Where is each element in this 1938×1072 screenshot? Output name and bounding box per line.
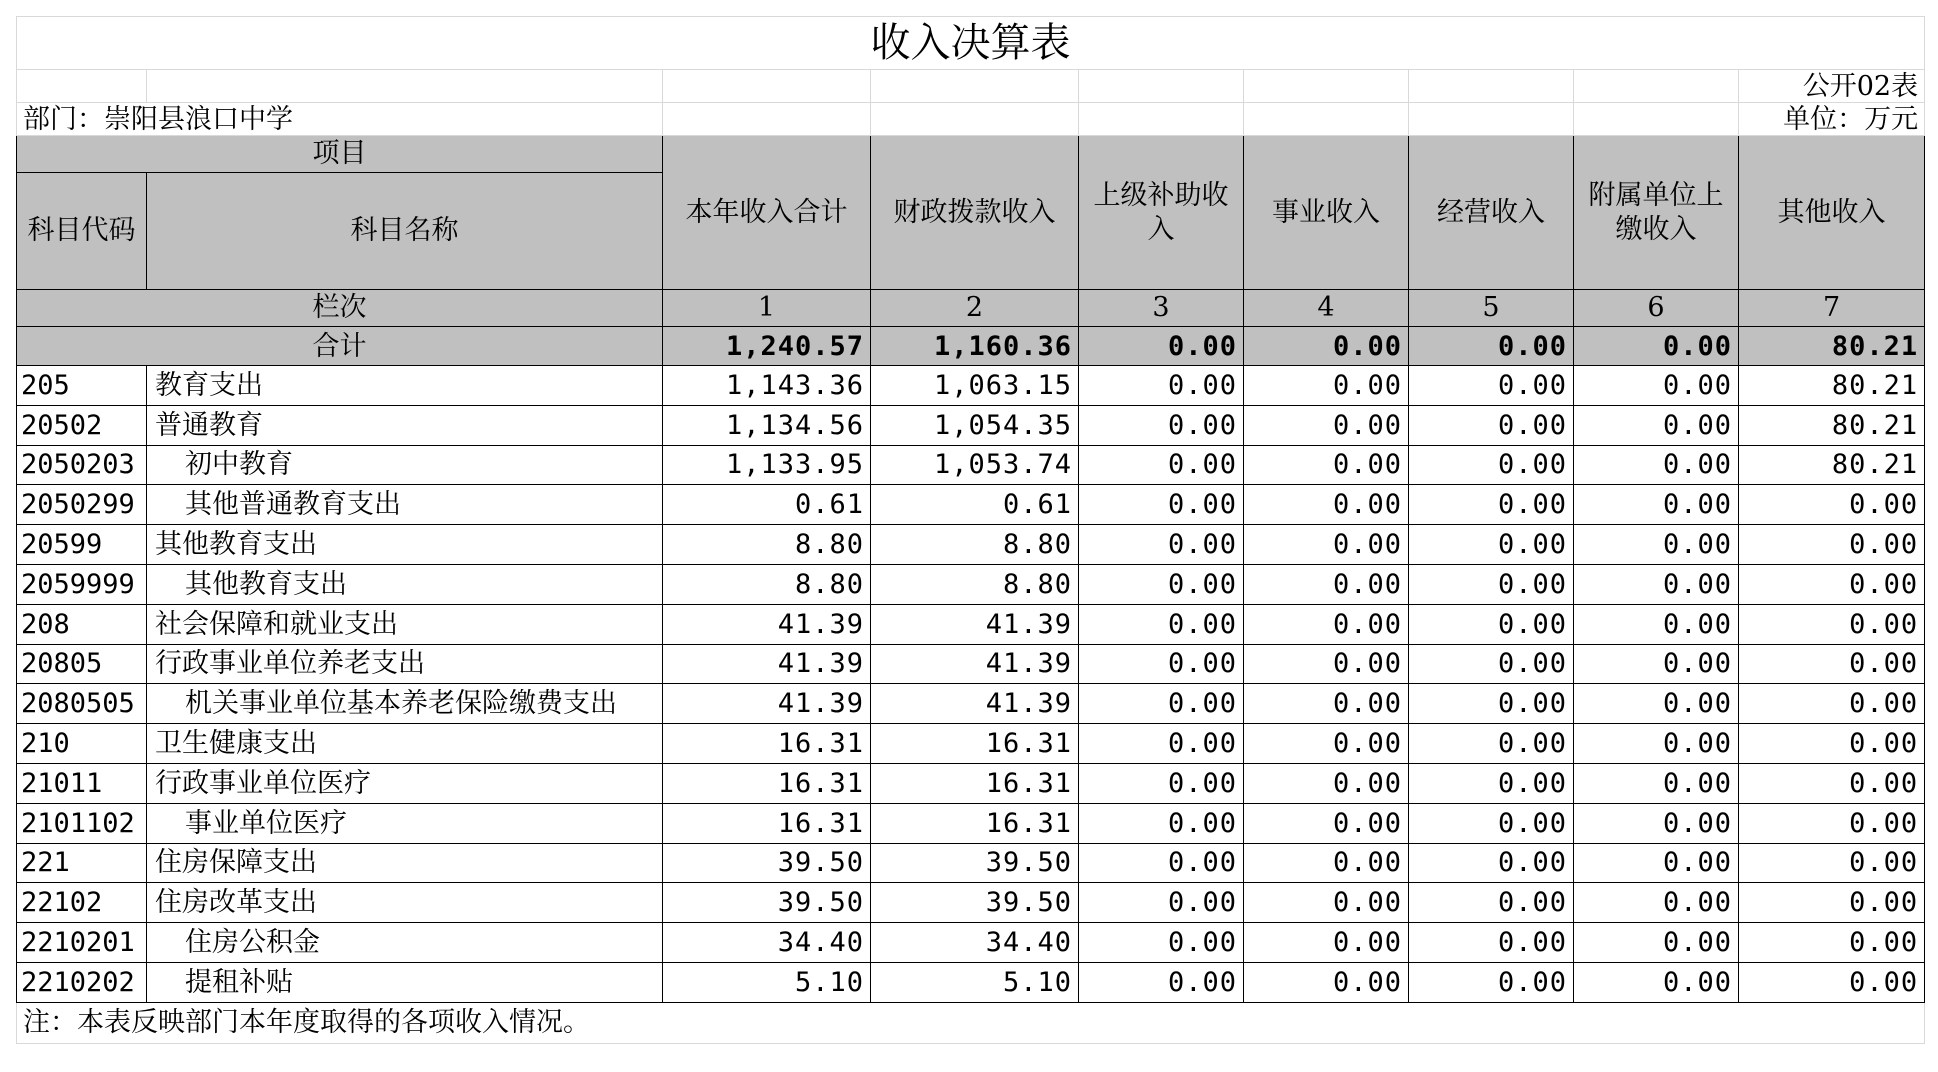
subject-code: 2210202 bbox=[17, 962, 147, 1002]
amount-cell: 0.00 bbox=[1739, 604, 1925, 644]
amount-cell: 0.00 bbox=[1079, 366, 1244, 406]
subject-name: 其他普通教育支出 bbox=[147, 485, 663, 525]
amount-cell: 0.00 bbox=[1244, 366, 1409, 406]
amount-cell: 0.00 bbox=[1244, 445, 1409, 485]
amount-cell: 5.10 bbox=[663, 962, 871, 1002]
amount-cell: 0.00 bbox=[1574, 564, 1739, 604]
amount-cell: 0.61 bbox=[663, 485, 871, 525]
amount-cell: 16.31 bbox=[871, 763, 1079, 803]
amount-cell: 0.00 bbox=[1739, 485, 1925, 525]
total-row bbox=[17, 327, 1925, 366]
header-col-3: 上级补助收入 bbox=[1079, 136, 1244, 290]
subject-name: 行政事业单位医疗 bbox=[147, 763, 663, 803]
amount-cell: 0.00 bbox=[1739, 962, 1925, 1002]
amount-cell: 0.00 bbox=[1574, 763, 1739, 803]
amount-cell: 80.21 bbox=[1739, 405, 1925, 445]
subject-code: 2059999 bbox=[17, 564, 147, 604]
header-index-2: 2 bbox=[871, 290, 1079, 327]
amount-cell: 0.00 bbox=[1079, 564, 1244, 604]
amount-cell: 41.39 bbox=[871, 604, 1079, 644]
amount-cell: 39.50 bbox=[871, 883, 1079, 923]
amount-cell: 34.40 bbox=[871, 923, 1079, 963]
total-value: 1,240.57 bbox=[663, 327, 871, 366]
table-row bbox=[17, 883, 1925, 923]
subject-name: 教育支出 bbox=[147, 366, 663, 406]
amount-cell: 0.00 bbox=[1079, 883, 1244, 923]
header-col-2: 财政拨款收入 bbox=[871, 136, 1079, 290]
subject-code: 2050203 bbox=[17, 445, 147, 485]
amount-cell: 0.00 bbox=[1079, 445, 1244, 485]
amount-cell: 0.00 bbox=[1409, 684, 1574, 724]
subject-code: 22102 bbox=[17, 883, 147, 923]
amount-cell: 0.00 bbox=[1244, 485, 1409, 525]
amount-cell: 0.00 bbox=[1079, 644, 1244, 684]
header-col-7: 其他收入 bbox=[1739, 136, 1925, 290]
unit-label: 单位：万元 bbox=[1739, 103, 1925, 136]
amount-cell: 0.00 bbox=[1739, 684, 1925, 724]
amount-cell: 5.10 bbox=[871, 962, 1079, 1002]
amount-cell: 1,063.15 bbox=[871, 366, 1079, 406]
amount-cell: 0.00 bbox=[1079, 843, 1244, 883]
amount-cell: 0.00 bbox=[1574, 724, 1739, 764]
subject-code: 205 bbox=[17, 366, 147, 406]
amount-cell: 0.00 bbox=[1244, 604, 1409, 644]
table-row bbox=[17, 644, 1925, 684]
total-value: 0.00 bbox=[1574, 327, 1739, 366]
amount-cell: 39.50 bbox=[663, 883, 871, 923]
amount-cell: 16.31 bbox=[663, 763, 871, 803]
form-number: 公开02表 bbox=[1739, 70, 1925, 103]
total-value: 0.00 bbox=[1409, 327, 1574, 366]
subject-name: 初中教育 bbox=[147, 445, 663, 485]
header-index-5: 5 bbox=[1409, 290, 1574, 327]
table-row bbox=[17, 962, 1925, 1002]
table-note: 注：本表反映部门本年度取得的各项收入情况。 bbox=[17, 1002, 1925, 1043]
amount-cell: 0.00 bbox=[1079, 763, 1244, 803]
subject-code: 20805 bbox=[17, 644, 147, 684]
income-table bbox=[16, 16, 1925, 1044]
subject-code: 20502 bbox=[17, 405, 147, 445]
subject-code: 208 bbox=[17, 604, 147, 644]
amount-cell: 0.00 bbox=[1739, 525, 1925, 565]
amount-cell: 0.00 bbox=[1739, 644, 1925, 684]
amount-cell: 0.00 bbox=[1574, 684, 1739, 724]
total-label: 合计 bbox=[17, 327, 663, 366]
subject-name: 其他教育支出 bbox=[147, 564, 663, 604]
table-title: 收入决算表 bbox=[17, 17, 1925, 70]
header-col-6: 附属单位上缴收入 bbox=[1574, 136, 1739, 290]
table-row bbox=[17, 604, 1925, 644]
header-name: 科目名称 bbox=[147, 173, 663, 290]
subject-code: 20599 bbox=[17, 525, 147, 565]
amount-cell: 0.00 bbox=[1574, 923, 1739, 963]
amount-cell: 1,133.95 bbox=[663, 445, 871, 485]
amount-cell: 0.00 bbox=[1409, 962, 1574, 1002]
amount-cell: 0.00 bbox=[1409, 644, 1574, 684]
amount-cell: 16.31 bbox=[871, 803, 1079, 843]
subject-name: 事业单位医疗 bbox=[147, 803, 663, 843]
amount-cell: 0.00 bbox=[1739, 923, 1925, 963]
header-code: 科目代码 bbox=[17, 173, 147, 290]
amount-cell: 0.00 bbox=[1409, 564, 1574, 604]
subject-code: 210 bbox=[17, 724, 147, 764]
amount-cell: 0.00 bbox=[1244, 644, 1409, 684]
amount-cell: 0.00 bbox=[1574, 485, 1739, 525]
subject-name: 普通教育 bbox=[147, 405, 663, 445]
table-row bbox=[17, 564, 1925, 604]
amount-cell: 0.00 bbox=[1574, 883, 1739, 923]
table-row bbox=[17, 366, 1925, 406]
amount-cell: 0.00 bbox=[1409, 445, 1574, 485]
amount-cell: 0.00 bbox=[1244, 883, 1409, 923]
subject-code: 2050299 bbox=[17, 485, 147, 525]
amount-cell: 1,134.56 bbox=[663, 405, 871, 445]
table-row bbox=[17, 803, 1925, 843]
amount-cell: 0.00 bbox=[1409, 405, 1574, 445]
amount-cell: 1,143.36 bbox=[663, 366, 871, 406]
amount-cell: 0.00 bbox=[1409, 724, 1574, 764]
amount-cell: 0.00 bbox=[1739, 763, 1925, 803]
subject-name: 机关事业单位基本养老保险缴费支出 bbox=[147, 684, 663, 724]
subject-name: 社会保障和就业支出 bbox=[147, 604, 663, 644]
amount-cell: 0.00 bbox=[1244, 525, 1409, 565]
department-label: 部门：崇阳县浪口中学 bbox=[17, 103, 663, 136]
amount-cell: 0.00 bbox=[1574, 962, 1739, 1002]
subject-name: 住房保障支出 bbox=[147, 843, 663, 883]
amount-cell: 0.00 bbox=[1244, 405, 1409, 445]
header-col-5: 经营收入 bbox=[1409, 136, 1574, 290]
header-row-index-label: 栏次 bbox=[17, 290, 663, 327]
amount-cell: 0.00 bbox=[1574, 445, 1739, 485]
subject-name: 其他教育支出 bbox=[147, 525, 663, 565]
amount-cell: 0.00 bbox=[1739, 883, 1925, 923]
amount-cell: 16.31 bbox=[871, 724, 1079, 764]
amount-cell: 0.00 bbox=[1739, 724, 1925, 764]
amount-cell: 0.00 bbox=[1244, 962, 1409, 1002]
amount-cell: 0.00 bbox=[1079, 485, 1244, 525]
amount-cell: 39.50 bbox=[871, 843, 1079, 883]
header-index-3: 3 bbox=[1079, 290, 1244, 327]
total-value: 0.00 bbox=[1244, 327, 1409, 366]
amount-cell: 0.00 bbox=[1574, 604, 1739, 644]
amount-cell: 1,054.35 bbox=[871, 405, 1079, 445]
header-index-6: 6 bbox=[1574, 290, 1739, 327]
amount-cell: 0.00 bbox=[1574, 405, 1739, 445]
subject-name: 卫生健康支出 bbox=[147, 724, 663, 764]
subject-code: 221 bbox=[17, 843, 147, 883]
table-row bbox=[17, 405, 1925, 445]
table-row bbox=[17, 763, 1925, 803]
total-value: 1,160.36 bbox=[871, 327, 1079, 366]
amount-cell: 41.39 bbox=[663, 684, 871, 724]
income-final-accounts-sheet bbox=[16, 16, 1924, 1044]
amount-cell: 41.39 bbox=[663, 644, 871, 684]
amount-cell: 8.80 bbox=[871, 564, 1079, 604]
amount-cell: 0.00 bbox=[1244, 763, 1409, 803]
table-row bbox=[17, 724, 1925, 764]
table-row bbox=[17, 923, 1925, 963]
amount-cell: 0.00 bbox=[1574, 843, 1739, 883]
amount-cell: 0.00 bbox=[1409, 604, 1574, 644]
amount-cell: 0.00 bbox=[1244, 684, 1409, 724]
amount-cell: 0.00 bbox=[1739, 843, 1925, 883]
amount-cell: 39.50 bbox=[663, 843, 871, 883]
table-row bbox=[17, 843, 1925, 883]
total-value: 80.21 bbox=[1739, 327, 1925, 366]
table-row bbox=[17, 684, 1925, 724]
amount-cell: 8.80 bbox=[663, 564, 871, 604]
amount-cell: 0.00 bbox=[1079, 962, 1244, 1002]
amount-cell: 0.00 bbox=[1244, 724, 1409, 764]
amount-cell: 0.00 bbox=[1409, 843, 1574, 883]
amount-cell: 34.40 bbox=[663, 923, 871, 963]
amount-cell: 0.00 bbox=[1244, 803, 1409, 843]
table-row bbox=[17, 445, 1925, 485]
table-row bbox=[17, 525, 1925, 565]
amount-cell: 0.00 bbox=[1079, 604, 1244, 644]
amount-cell: 0.00 bbox=[1574, 644, 1739, 684]
subject-code: 2101102 bbox=[17, 803, 147, 843]
subject-name: 住房公积金 bbox=[147, 923, 663, 963]
amount-cell: 41.39 bbox=[663, 604, 871, 644]
total-value: 0.00 bbox=[1079, 327, 1244, 366]
amount-cell: 16.31 bbox=[663, 724, 871, 764]
amount-cell: 0.00 bbox=[1244, 923, 1409, 963]
amount-cell: 0.00 bbox=[1574, 803, 1739, 843]
subject-name: 行政事业单位养老支出 bbox=[147, 644, 663, 684]
amount-cell: 0.00 bbox=[1409, 803, 1574, 843]
amount-cell: 0.00 bbox=[1409, 366, 1574, 406]
amount-cell: 41.39 bbox=[871, 644, 1079, 684]
amount-cell: 0.61 bbox=[871, 485, 1079, 525]
amount-cell: 80.21 bbox=[1739, 366, 1925, 406]
subject-name: 住房改革支出 bbox=[147, 883, 663, 923]
header-item: 项目 bbox=[17, 136, 663, 173]
subject-code: 2210201 bbox=[17, 923, 147, 963]
header-index-4: 4 bbox=[1244, 290, 1409, 327]
amount-cell: 0.00 bbox=[1739, 803, 1925, 843]
amount-cell: 0.00 bbox=[1079, 724, 1244, 764]
amount-cell: 0.00 bbox=[1079, 684, 1244, 724]
amount-cell: 8.80 bbox=[871, 525, 1079, 565]
amount-cell: 0.00 bbox=[1079, 803, 1244, 843]
table-row bbox=[17, 485, 1925, 525]
amount-cell: 0.00 bbox=[1739, 564, 1925, 604]
header-index-1: 1 bbox=[663, 290, 871, 327]
amount-cell: 0.00 bbox=[1574, 366, 1739, 406]
amount-cell: 0.00 bbox=[1409, 525, 1574, 565]
amount-cell: 0.00 bbox=[1244, 564, 1409, 604]
amount-cell: 0.00 bbox=[1079, 525, 1244, 565]
amount-cell: 0.00 bbox=[1409, 485, 1574, 525]
amount-cell: 0.00 bbox=[1409, 763, 1574, 803]
header-col-4: 事业收入 bbox=[1244, 136, 1409, 290]
amount-cell: 80.21 bbox=[1739, 445, 1925, 485]
header-index-7: 7 bbox=[1739, 290, 1925, 327]
amount-cell: 0.00 bbox=[1409, 923, 1574, 963]
amount-cell: 0.00 bbox=[1574, 525, 1739, 565]
amount-cell: 0.00 bbox=[1244, 843, 1409, 883]
subject-code: 21011 bbox=[17, 763, 147, 803]
amount-cell: 0.00 bbox=[1409, 883, 1574, 923]
amount-cell: 16.31 bbox=[663, 803, 871, 843]
amount-cell: 0.00 bbox=[1079, 405, 1244, 445]
amount-cell: 8.80 bbox=[663, 525, 871, 565]
amount-cell: 0.00 bbox=[1079, 923, 1244, 963]
amount-cell: 1,053.74 bbox=[871, 445, 1079, 485]
amount-cell: 41.39 bbox=[871, 684, 1079, 724]
subject-code: 2080505 bbox=[17, 684, 147, 724]
header-col-1: 本年收入合计 bbox=[663, 136, 871, 290]
subject-name: 提租补贴 bbox=[147, 962, 663, 1002]
